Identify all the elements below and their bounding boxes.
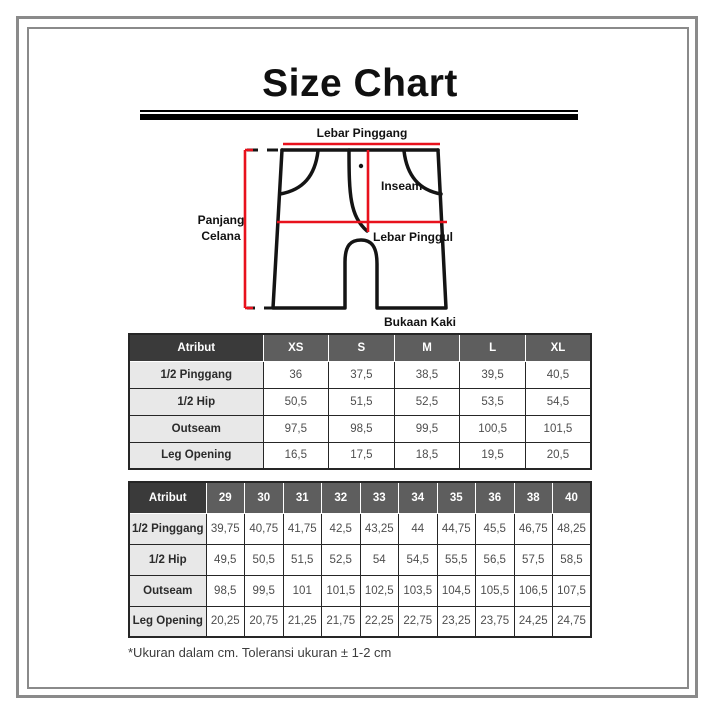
size-header-cell: XS bbox=[263, 334, 329, 361]
size-header-cell: 34 bbox=[399, 482, 438, 513]
value-cell: 100,5 bbox=[460, 415, 526, 442]
size-header-cell: 29 bbox=[206, 482, 245, 513]
footnote: *Ukuran dalam cm. Toleransi ukuran ± 1-2 cm bbox=[128, 645, 392, 660]
row-label-cell: Leg Opening bbox=[129, 442, 263, 469]
length-label-line1: Panjang bbox=[197, 213, 245, 227]
length-label-line2: Celana bbox=[201, 229, 241, 243]
row-label-cell: Outseam bbox=[129, 415, 263, 442]
value-cell: 23,75 bbox=[476, 606, 515, 637]
value-cell: 20,25 bbox=[206, 606, 245, 637]
value-cell: 37,5 bbox=[329, 361, 395, 388]
attribute-header-cell: Atribut bbox=[129, 482, 206, 513]
value-cell: 58,5 bbox=[553, 544, 592, 575]
table-row bbox=[129, 575, 591, 606]
header-row bbox=[129, 482, 591, 513]
value-cell: 56,5 bbox=[476, 544, 515, 575]
value-cell: 40,5 bbox=[525, 361, 591, 388]
button-dot bbox=[359, 164, 363, 168]
table-row bbox=[129, 388, 591, 415]
value-cell: 99,5 bbox=[394, 415, 460, 442]
table-row bbox=[129, 544, 591, 575]
value-cell: 98,5 bbox=[206, 575, 245, 606]
row-label-cell: 1/2 Hip bbox=[129, 388, 263, 415]
divider-thick-line bbox=[140, 114, 578, 120]
value-cell: 42,5 bbox=[322, 513, 361, 544]
value-cell: 41,75 bbox=[283, 513, 322, 544]
value-cell: 18,5 bbox=[394, 442, 460, 469]
value-cell: 55,5 bbox=[437, 544, 476, 575]
value-cell: 21,25 bbox=[283, 606, 322, 637]
size-header-cell: 38 bbox=[514, 482, 553, 513]
value-cell: 51,5 bbox=[329, 388, 395, 415]
value-cell: 49,5 bbox=[206, 544, 245, 575]
shorts-outline bbox=[273, 150, 446, 308]
value-cell: 24,75 bbox=[553, 606, 592, 637]
row-label-cell: 1/2 Pinggang bbox=[129, 513, 206, 544]
divider-thin-line bbox=[140, 110, 578, 112]
value-cell: 106,5 bbox=[514, 575, 553, 606]
size-header-cell: 30 bbox=[245, 482, 284, 513]
value-cell: 36 bbox=[263, 361, 329, 388]
value-cell: 97,5 bbox=[263, 415, 329, 442]
size-header-cell: 33 bbox=[360, 482, 399, 513]
size-header-cell: 32 bbox=[322, 482, 361, 513]
size-header-cell: 36 bbox=[476, 482, 515, 513]
value-cell: 98,5 bbox=[329, 415, 395, 442]
value-cell: 53,5 bbox=[460, 388, 526, 415]
value-cell: 99,5 bbox=[245, 575, 284, 606]
value-cell: 48,25 bbox=[553, 513, 592, 544]
left-pocket-curve bbox=[280, 151, 318, 194]
table-row bbox=[129, 361, 591, 388]
value-cell: 44 bbox=[399, 513, 438, 544]
shorts-body-outline bbox=[273, 150, 446, 308]
leg-opening-label: Bukaan Kaki bbox=[383, 315, 457, 329]
size-header-cell: 40 bbox=[553, 482, 592, 513]
page-title: Size Chart bbox=[262, 62, 458, 105]
value-cell: 39,75 bbox=[206, 513, 245, 544]
value-cell: 20,75 bbox=[245, 606, 284, 637]
value-cell: 103,5 bbox=[399, 575, 438, 606]
value-cell: 17,5 bbox=[329, 442, 395, 469]
fly-seam-line bbox=[349, 150, 367, 231]
value-cell: 21,75 bbox=[322, 606, 361, 637]
value-cell: 22,25 bbox=[360, 606, 399, 637]
size-header-cell: 35 bbox=[437, 482, 476, 513]
size-header-cell: L bbox=[460, 334, 526, 361]
value-cell: 105,5 bbox=[476, 575, 515, 606]
inseam-label: Inseam bbox=[381, 179, 423, 193]
value-cell: 104,5 bbox=[437, 575, 476, 606]
number-size-table bbox=[128, 481, 592, 638]
value-cell: 52,5 bbox=[394, 388, 460, 415]
value-cell: 54,5 bbox=[525, 388, 591, 415]
value-cell: 39,5 bbox=[460, 361, 526, 388]
value-cell: 50,5 bbox=[263, 388, 329, 415]
size-header-cell: XL bbox=[525, 334, 591, 361]
row-label-cell: 1/2 Hip bbox=[129, 544, 206, 575]
table-row bbox=[129, 415, 591, 442]
value-cell: 16,5 bbox=[263, 442, 329, 469]
table-row bbox=[129, 442, 591, 469]
value-cell: 22,75 bbox=[399, 606, 438, 637]
value-cell: 51,5 bbox=[283, 544, 322, 575]
value-cell: 54 bbox=[360, 544, 399, 575]
row-label-cell: Leg Opening bbox=[129, 606, 206, 637]
size-header-cell: M bbox=[394, 334, 460, 361]
value-cell: 20,5 bbox=[525, 442, 591, 469]
title-divider bbox=[140, 110, 578, 120]
value-cell: 54,5 bbox=[399, 544, 438, 575]
value-cell: 102,5 bbox=[360, 575, 399, 606]
waist-label: Lebar Pinggang bbox=[316, 126, 408, 140]
attribute-header-cell: Atribut bbox=[129, 334, 263, 361]
header-row bbox=[129, 334, 591, 361]
table-row bbox=[129, 513, 591, 544]
value-cell: 46,75 bbox=[514, 513, 553, 544]
value-cell: 23,25 bbox=[437, 606, 476, 637]
value-cell: 101 bbox=[283, 575, 322, 606]
value-cell: 40,75 bbox=[245, 513, 284, 544]
value-cell: 101,5 bbox=[525, 415, 591, 442]
letter-size-table bbox=[128, 333, 592, 470]
size-header-cell: 31 bbox=[283, 482, 322, 513]
value-cell: 50,5 bbox=[245, 544, 284, 575]
row-label-cell: Outseam bbox=[129, 575, 206, 606]
value-cell: 45,5 bbox=[476, 513, 515, 544]
row-label-cell: 1/2 Pinggang bbox=[129, 361, 263, 388]
value-cell: 107,5 bbox=[553, 575, 592, 606]
size-header-cell: S bbox=[329, 334, 395, 361]
value-cell: 52,5 bbox=[322, 544, 361, 575]
table-row bbox=[129, 606, 591, 637]
value-cell: 44,75 bbox=[437, 513, 476, 544]
shorts-measurement-diagram bbox=[175, 122, 475, 334]
value-cell: 43,25 bbox=[360, 513, 399, 544]
value-cell: 19,5 bbox=[460, 442, 526, 469]
value-cell: 24,25 bbox=[514, 606, 553, 637]
value-cell: 57,5 bbox=[514, 544, 553, 575]
value-cell: 38,5 bbox=[394, 361, 460, 388]
value-cell: 101,5 bbox=[322, 575, 361, 606]
hip-label: Lebar Pinggul bbox=[372, 230, 454, 244]
